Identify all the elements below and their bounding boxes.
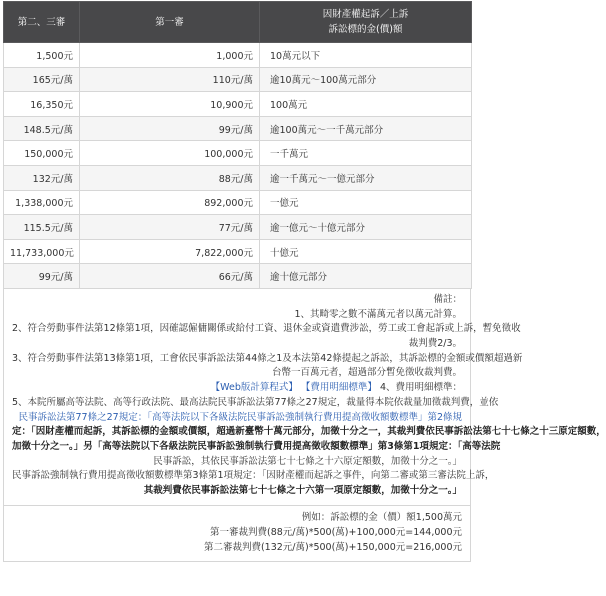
- example-line-second-instance: 第二審裁判費(132元/萬)*500(萬)+150,000元=216,000元: [203, 541, 462, 553]
- header-claim-amount: [260, 2, 472, 43]
- table-row: [4, 215, 472, 240]
- header-first-instance: 第一審: [80, 2, 260, 43]
- table-row: [4, 190, 472, 215]
- cell-first-instance-fee: 1,000元: [80, 43, 260, 68]
- header-claim-amount-line1: 因財產權起訴／上訴: [322, 9, 409, 20]
- example-section: [3, 506, 471, 562]
- cell-second-third-instance-fee: 148.5元/萬: [4, 116, 80, 141]
- note-line-fee-standard: [12, 381, 462, 396]
- notes-title: 備註：: [433, 293, 462, 305]
- cell-claim-amount: 10萬元以下: [260, 43, 472, 68]
- table-row: [4, 67, 472, 92]
- cell-claim-amount: 一千萬元: [260, 141, 472, 166]
- header-second-third-instance: 第二、三審: [4, 2, 80, 43]
- table-row: [4, 141, 472, 166]
- cell-claim-amount: 逾十億元部分: [260, 264, 472, 289]
- cell-claim-amount: 十億元: [260, 239, 472, 264]
- note-line: 定：「因財產權而起訴，其訴訟標的金額或價額，超過新臺幣十萬元部分，加徵十分之一，其裁判費依民事訴訟法第七十七條之十三原定額數，: [12, 426, 606, 438]
- web-calculator-link[interactable]: 【Web版計算程式】: [210, 382, 298, 394]
- cell-second-third-instance-fee: 165元/萬: [4, 67, 80, 92]
- cell-claim-amount: 逾100萬元～一千萬元部分: [260, 116, 472, 141]
- cell-first-instance-fee: 88元/萬: [80, 165, 260, 190]
- page: [0, 1, 606, 596]
- cell-second-third-instance-fee: 99元/萬: [4, 264, 80, 289]
- table-row: [4, 92, 472, 117]
- cell-first-instance-fee: 110元/萬: [80, 67, 260, 92]
- cell-second-third-instance-fee: 11,733,000元: [4, 239, 80, 264]
- table-row: [4, 264, 472, 289]
- note-line: 民事訴訟，其依民事訴訟法第七十七條之十六原定額數，加徵十分之一。」: [153, 455, 462, 467]
- note-line: 2、符合勞動事件法第12條第1項，因確認僱傭關係或給付工資、退休金或資遣費涉訟，勞工或工會起訴或上訴，暫免徵收: [12, 323, 521, 335]
- notes-section: [3, 289, 606, 506]
- cell-first-instance-fee: 100,000元: [80, 141, 260, 166]
- table-header-row: [4, 2, 472, 43]
- header-claim-amount-line2: 訴訟標的金(價)額: [328, 24, 403, 35]
- cell-first-instance-fee: 892,000元: [80, 190, 260, 215]
- cell-second-third-instance-fee: 1,338,000元: [4, 190, 80, 215]
- note-line: 5、本院所屬高等法院、高等行政法院、最高法院民事訴訟法第77條之27規定，裁量得本院依裁量加徵裁判費，並依: [12, 396, 499, 408]
- cell-first-instance-fee: 77元/萬: [80, 215, 260, 240]
- example-line-first-instance: 第一審裁判費(88元/萬)*500(萬)+100,000元=144,000元: [210, 526, 462, 538]
- note-line: 裁判費2/3。: [408, 338, 462, 350]
- table-row: [4, 239, 472, 264]
- note-line: 民事訴訟法第77條之27規定：「高等法院以下各級法院民事訴訟強制執行費用提高徵收額數標準」第2條規: [18, 411, 462, 423]
- cell-first-instance-fee: 66元/萬: [80, 264, 260, 289]
- table-row: [4, 116, 472, 141]
- cell-second-third-instance-fee: 115.5元/萬: [4, 215, 80, 240]
- court-fee-table: [3, 1, 472, 289]
- note-fee-standard-label: 4、費用明細標準：: [379, 382, 462, 394]
- note-line: 其裁判費依民事訴訟法第七十七條之十六第一項原定額數，加徵十分之一。」: [143, 485, 462, 497]
- table-row: [4, 43, 472, 68]
- cell-claim-amount: 逾一千萬元～一億元部分: [260, 165, 472, 190]
- cell-claim-amount: 一億元: [260, 190, 472, 215]
- table-row: [4, 165, 472, 190]
- cell-first-instance-fee: 10,900元: [80, 92, 260, 117]
- cell-second-third-instance-fee: 16,350元: [4, 92, 80, 117]
- example-title: 例如：訴訟標的金（價）額1,500萬元: [301, 511, 462, 523]
- cell-second-third-instance-fee: 132元/萬: [4, 165, 80, 190]
- cell-claim-amount: 逾10萬元～100萬元部分: [260, 67, 472, 92]
- cell-first-instance-fee: 7,822,000元: [80, 239, 260, 264]
- cell-claim-amount: 逾一億元～十億元部分: [260, 215, 472, 240]
- note-line: 1、其畸零之數不滿萬元者以萬元計算。: [294, 308, 462, 320]
- table-body: [4, 43, 472, 289]
- cell-first-instance-fee: 99元/萬: [80, 116, 260, 141]
- cell-claim-amount: 100萬元: [260, 92, 472, 117]
- fee-standard-link[interactable]: 【費用明細標準】: [300, 382, 377, 394]
- note-line: 3、符合勞動事件法第13條第1項，工會依民事訴訟法第44條之1及本法第42條提起之訴訟，其訴訟標的金額或價額超過新: [12, 352, 523, 364]
- cell-second-third-instance-fee: 1,500元: [4, 43, 80, 68]
- note-line: 台幣一百萬元者，超過部分暫免徵收裁判費。: [271, 367, 462, 379]
- cell-second-third-instance-fee: 150,000元: [4, 141, 80, 166]
- note-line: 加徵十分之一。」另「高等法院以下各級法院民事訴訟強制執行費用提高徵收額數標準」第3條第1項規定：「高等法院: [12, 440, 501, 452]
- note-line: 民事訴訟強制執行費用提高徵收額數標準第3條第1項規定：「因財產權而起訴之事件，向第二審或第三審法院上訴，: [12, 470, 495, 482]
